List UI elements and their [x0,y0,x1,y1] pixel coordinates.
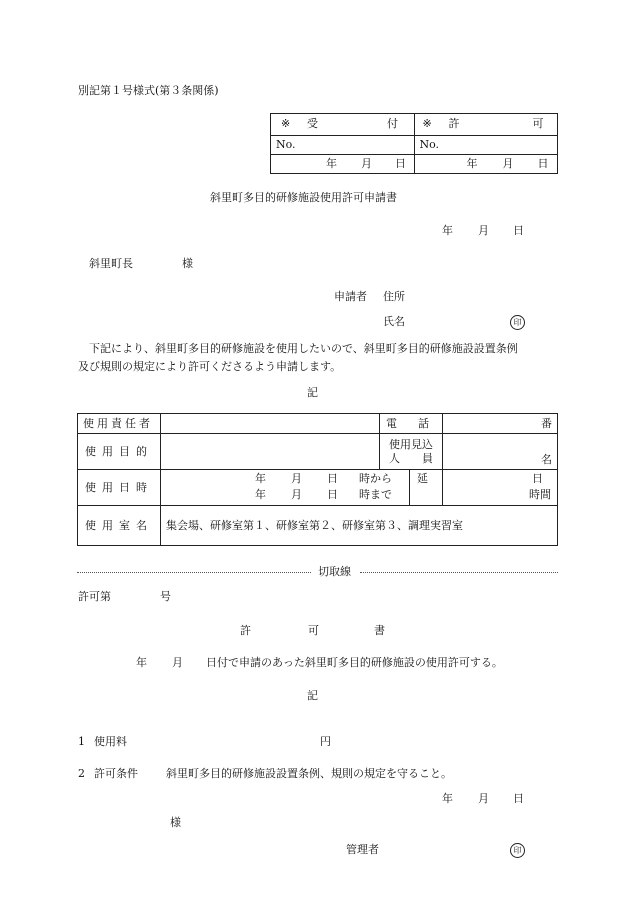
seal-mark: 印 [510,315,525,330]
total-hours-label: 時間 [529,488,551,501]
year-label: 年 [442,792,453,805]
attendance-label-line1: 使用見込 [389,437,433,451]
phone-label-char: 話 [418,417,429,430]
item2-number: 2 [78,767,85,780]
item2-value: 斜里町多目的研修施設設置条例、規則の規定を守ること。 [166,767,452,780]
manager-label: 管理者 [346,843,379,856]
receipt-char: 付 [387,117,398,130]
phone-label-char: 電 [386,417,397,430]
addressee-suffix: 様 [182,257,193,270]
datetime-label: 使用日時 [85,480,153,494]
room-label: 使用室名 [85,518,153,532]
mark-symbol: ※ [422,117,432,130]
room-value-cell[interactable] [161,506,558,546]
item2-label: 許可条件 [94,767,138,780]
time-from-label: 時から [359,472,392,485]
year-label: 年 [326,157,337,170]
attendance-input[interactable] [443,434,558,470]
seal-mark: 印 [510,843,525,858]
receipt-header-cell [271,114,415,136]
year-label: 年 [136,656,147,669]
permit-char: 可 [532,117,544,130]
day-label: 日 [513,792,524,805]
mark-symbol: ※ [281,117,291,130]
document-title: 斜里町多目的研修施設使用許可申請書 [210,191,397,204]
cut-line-right [360,572,558,573]
item1-label: 使用料 [94,735,127,748]
total-input[interactable] [443,470,558,506]
ki-heading: 記 [307,386,318,399]
phone-input[interactable] [443,414,558,434]
person-label-cell [78,414,161,434]
permit-addressee-suffix: 様 [170,816,181,829]
datetime-label-cell [78,470,161,506]
month-label: 月 [361,157,372,170]
manager-seal [510,843,525,858]
receipt-no-cell[interactable] [271,136,415,155]
day-label: 日 [327,488,338,501]
year-label: 年 [442,224,453,237]
permit-title-char: 可 [308,624,319,637]
form-number-label: 別記第１号様式(第３条関係) [78,84,219,97]
year-label: 年 [255,488,266,501]
no-label: No. [419,138,440,151]
permit-title-char: 許 [240,624,251,637]
person-input[interactable] [161,414,380,434]
receipt-table [270,113,558,174]
addressee-name: 斜里町長 [89,257,133,270]
day-label: 日 [395,157,406,170]
month-label: 月 [478,792,489,805]
room-label-cell [78,506,161,546]
total-day-label: 日 [532,472,543,485]
day-label: 日 [327,472,338,485]
month-label: 月 [478,224,489,237]
permit-number-label: 許可第 [78,590,111,603]
day-label: 日 [537,157,549,170]
no-label: No. [276,138,296,151]
permit-number-suffix: 号 [160,590,171,603]
attendance-label-cell [380,434,443,470]
permit-ki-heading: 記 [307,689,318,702]
applicant-seal [510,315,525,330]
receipt-date-cell[interactable] [271,155,415,174]
time-to-label: 時まで [359,488,392,501]
month-label: 月 [291,488,302,501]
receipt-char: 受 [307,117,318,130]
cut-line-label: 切取線 [318,565,351,578]
attendance-suffix: 名 [541,453,552,466]
month-label: 月 [502,157,514,170]
phone-suffix: 番 [541,416,552,430]
total-label: 延 [417,472,428,485]
name-label: 氏名 [383,315,405,328]
cut-line-left [77,572,311,573]
applicant-label: 申請者 [334,290,367,303]
month-label: 月 [172,656,183,669]
permit-no-cell[interactable] [414,136,558,155]
item1-unit: 円 [320,735,331,748]
day-label: 日 [513,224,524,237]
month-label: 月 [291,472,302,485]
address-label: 住所 [383,290,405,303]
person-label: 使用責任者 [83,416,153,430]
permit-title-char: 書 [374,624,385,637]
body-text-line1: 下記により、斜里町多目的研修施設を使用したいので、斜里町多目的研修施設設置条例 [89,342,518,355]
permit-char: 許 [448,117,460,130]
purpose-label: 使用目的 [85,444,153,458]
purpose-input[interactable] [161,434,380,470]
year-label: 年 [255,472,266,485]
phone-label-cell [380,414,443,434]
application-table [77,413,558,546]
datetime-input[interactable] [161,470,443,506]
room-value: 集会場、研修室第１、研修室第２、研修室第３、調理実習室 [166,518,463,532]
attendance-label-line2: 人 員 [389,451,433,465]
item1-number: 1 [78,735,85,748]
permit-statement: 日付で申請のあった斜里町多目的研修施設の使用許可する。 [206,656,503,669]
permit-header-cell [414,114,558,136]
year-label: 年 [466,157,478,170]
datetime-divider [409,470,410,505]
purpose-label-cell [78,434,161,470]
body-text-line2: 及び規則の規定により許可くださるよう申請します。 [78,360,342,373]
permit-date-cell[interactable] [414,155,558,174]
